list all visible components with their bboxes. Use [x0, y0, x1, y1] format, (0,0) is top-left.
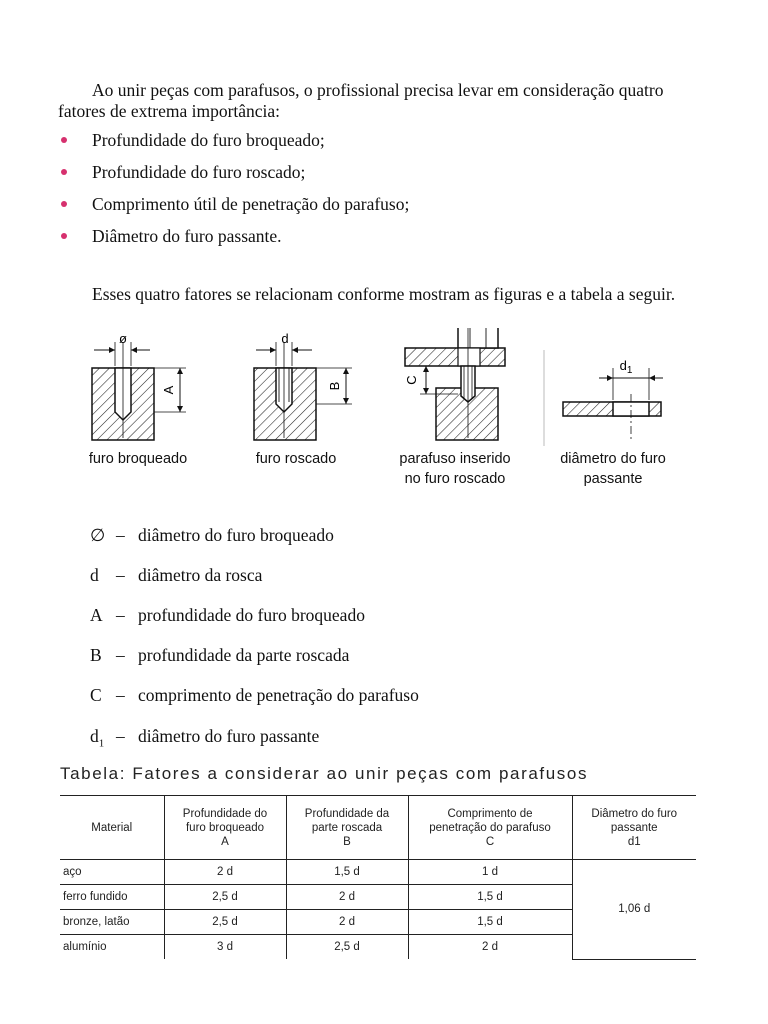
bullet-icon	[61, 201, 67, 207]
dim-label: d	[281, 331, 289, 346]
list-item: Diâmetro do furo passante.	[58, 224, 409, 256]
factors-table	[60, 795, 696, 960]
column-header: Profundidade do furo broqueado A	[164, 796, 286, 860]
value-cell: 2 d	[286, 910, 408, 935]
bullet-icon	[61, 137, 67, 143]
list-item: Comprimento útil de penetração do parafuso;	[58, 192, 409, 224]
value-cell: 1,5 d	[286, 860, 408, 885]
legend-row: A – profundidade do furo broqueado	[90, 605, 365, 625]
table-title: Tabela: Fatores a considerar ao unir peças com parafusos	[60, 764, 589, 783]
column-header: Profundidade da parte roscada B	[286, 796, 408, 860]
figure-caption: furo roscado	[255, 451, 337, 467]
legend-row: B – profundidade da parte roscada	[90, 645, 350, 665]
dim-label: $d_1$	[619, 358, 633, 376]
list-item: Profundidade do furo roscado;	[58, 160, 409, 192]
legend-row: C – comprimento de penetração do parafuso	[90, 685, 419, 705]
dim-label: C	[404, 375, 419, 385]
legend-row: $d_1$ – diâmetro do furo passante	[90, 726, 320, 750]
figure-drilled-hole	[92, 331, 186, 440]
table-header-row	[60, 796, 696, 860]
value-cell: 2,5 d	[286, 935, 408, 960]
column-header: Diâmetro do furo passante d1	[572, 796, 696, 860]
legend-row: ∅ – diâmetro do furo broqueado	[90, 525, 334, 545]
value-cell: 1,5 d	[408, 885, 572, 910]
d1-merged-cell: 1,06 d	[572, 860, 696, 960]
legend-row: d – diâmetro da rosca	[90, 565, 263, 585]
dim-label: ø	[119, 331, 127, 346]
value-cell: 3 d	[164, 935, 286, 960]
relation-paragraph: Esses quatro fatores se relacionam conforme mostram as figuras e a tabela a seguir.	[92, 284, 676, 304]
column-header: Material	[60, 796, 164, 860]
value-cell: 2 d	[164, 860, 286, 885]
material-cell: ferro fundido	[60, 885, 164, 910]
value-cell: 2 d	[408, 935, 572, 960]
table-row	[60, 860, 696, 885]
material-cell: alumínio	[60, 935, 164, 960]
value-cell: 2,5 d	[164, 885, 286, 910]
value-cell: 1 d	[408, 860, 572, 885]
intro-paragraph: Ao unir peças com parafusos, o profissional precisa levar em consideração quatro fatores de extrema importância:	[58, 80, 664, 121]
value-cell: 2 d	[286, 885, 408, 910]
value-cell: 2,5 d	[164, 910, 286, 935]
figure-threaded-hole	[254, 331, 352, 440]
material-cell: aço	[60, 860, 164, 885]
figure-through-hole	[563, 358, 663, 440]
figure-caption: diâmetro do furo passante	[560, 451, 666, 487]
material-cell: bronze, latão	[60, 910, 164, 935]
column-header: Comprimento de penetração do parafuso C	[408, 796, 572, 860]
technical-figures	[60, 328, 720, 448]
figure-caption: parafuso inserido no furo roscado	[399, 451, 511, 487]
value-cell: 1,5 d	[408, 910, 572, 935]
figure-inserted-screw	[404, 328, 505, 440]
list-item: Profundidade do furo broqueado;	[58, 128, 409, 160]
dim-label: B	[327, 381, 342, 391]
bullet-icon	[61, 233, 67, 239]
bullet-icon	[61, 169, 67, 175]
factor-list	[58, 128, 409, 256]
figure-caption: furo broqueado	[88, 451, 188, 467]
dim-label: A	[161, 385, 176, 395]
